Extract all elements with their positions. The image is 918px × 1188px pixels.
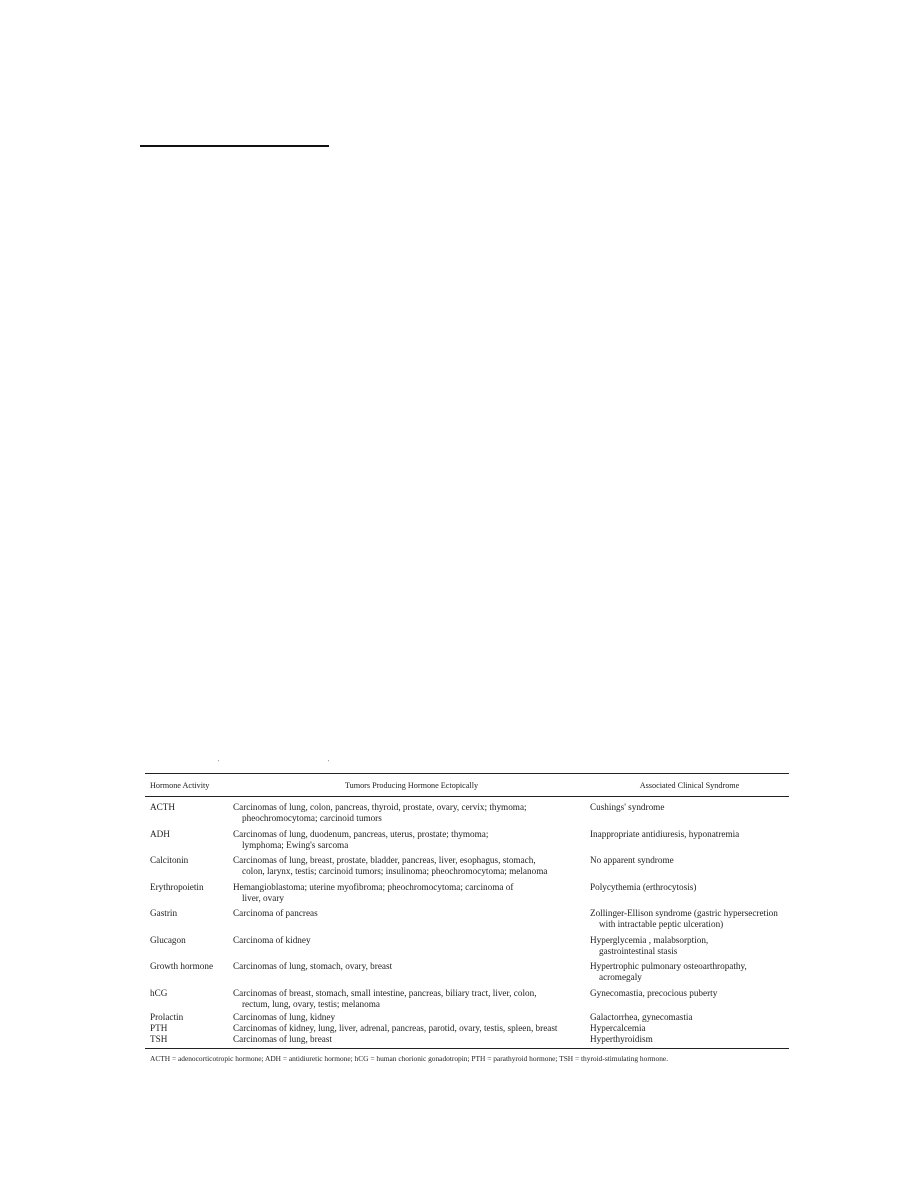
tumors-line: Carcinoma of pancreas (233, 908, 318, 918)
syndrome-line: Hypercalcemia (590, 1022, 646, 1033)
cell-syndrome (590, 1023, 789, 1034)
cell-tumors (233, 906, 590, 933)
cell-hormone: Erythropoietin (150, 881, 204, 892)
cell-syndrome (590, 826, 789, 853)
tumors-line: rectum, lung, ovary, testis; melanoma (242, 998, 380, 1009)
cell-hormone: PTH (150, 1022, 168, 1033)
cell-hormone: hCG (150, 987, 168, 998)
cell-hormone: Gastrin (150, 908, 178, 918)
cell-hormone: Growth hormone (150, 961, 214, 971)
syndrome-line: Hypertrophic pulmonary osteoarthropathy, (590, 961, 747, 971)
table-row (145, 959, 789, 986)
table-row (145, 1034, 789, 1049)
cell-syndrome (590, 879, 789, 906)
ectopic-hormone-table-container (145, 773, 789, 1063)
cell-syndrome (590, 932, 789, 959)
cell-syndrome (590, 797, 789, 827)
cell-syndrome (590, 1034, 789, 1049)
table-row (145, 797, 789, 827)
heading-underline (140, 145, 329, 147)
tumors-line: lymphoma; Ewing's sarcoma (242, 839, 349, 850)
table-body (145, 797, 789, 1049)
header-tumors: Tumors Producing Hormone Ectopically (233, 774, 590, 797)
syndrome-line: Polycythemia (erthrocytosis) (590, 881, 697, 892)
tumors-line: Carcinomas of lung, colon, pancreas, thyroid, prostate, ovary, cervix; thymoma; (233, 802, 527, 812)
syndrome-line: Cushings' syndrome (590, 802, 665, 812)
cell-hormone: ACTH (150, 802, 176, 812)
tumors-line: pheochromocytoma; carcinoid tumors (242, 813, 382, 823)
cell-syndrome (590, 985, 789, 1012)
tumors-line: liver, ovary (242, 892, 284, 903)
tumors-line: Carcinomas of lung, breast (233, 1033, 332, 1044)
cell-syndrome (590, 906, 789, 933)
syndrome-line: gastrointestinal stasis (599, 945, 678, 956)
tumors-line: Carcinomas of breast, stomach, small intestine, pancreas, biliary tract, liver, colon, (233, 987, 537, 998)
cell-hormone: ADH (150, 828, 170, 839)
cell-tumors (233, 1023, 590, 1034)
table-row (145, 826, 789, 853)
syndrome-line: Inappropriate antidiuresis, hyponatremia (590, 828, 740, 839)
tumors-line: Carcinoma of kidney (233, 934, 311, 945)
syndrome-line: Zollinger-Ellison syndrome (gastric hypersecretion (590, 908, 778, 918)
table-row (145, 906, 789, 933)
cell-hormone: TSH (145, 1034, 233, 1049)
syndrome-line: No apparent syndrome (590, 855, 674, 865)
tumors-line: Carcinomas of kidney, lung, liver, adrenal, pancreas, parotid, ovary, testis, spleen, breast (233, 1022, 558, 1033)
cell-hormone: Prolactin (150, 1011, 184, 1022)
header-hormone-activity: Hormone Activity (145, 774, 233, 797)
syndrome-line: Galactorrhea, gynecomastia (590, 1011, 693, 1022)
cell-syndrome (590, 959, 789, 986)
cell-hormone: Calcitonin (150, 855, 189, 865)
header-syndrome: Associated Clinical Syndrome (590, 774, 789, 797)
cell-tumors (233, 985, 590, 1012)
ectopic-hormone-table (145, 773, 789, 1049)
cell-tumors (233, 826, 590, 853)
tumors-line: colon, larynx, testis; carcinoid tumors; insulinoma; pheochromocytoma; melanoma (242, 866, 548, 876)
syndrome-line: with intractable peptic ulceration) (599, 919, 724, 929)
syndrome-line: Hyperthyroidism (590, 1033, 653, 1044)
table-row (145, 853, 789, 880)
table-row (145, 985, 789, 1012)
cell-tumors (233, 1034, 590, 1049)
tumors-line: Carcinomas of lung, stomach, ovary, breast (233, 961, 393, 971)
cell-hormone: Glucagon (150, 934, 186, 945)
table-header-row (145, 774, 789, 797)
syndrome-line: Gynecomastia, precocious puberty (590, 987, 718, 998)
tumors-line: Carcinomas of lung, duodenum, pancreas, uterus, prostate; thymoma; (233, 828, 489, 839)
table-row (145, 1023, 789, 1034)
table-row (145, 879, 789, 906)
cell-tumors (233, 1012, 590, 1023)
cell-tumors (233, 797, 590, 827)
table-row (145, 932, 789, 959)
table-row (145, 1012, 789, 1023)
cell-tumors (233, 853, 590, 880)
tumors-line: Carcinomas of lung, kidney (233, 1011, 336, 1022)
cell-tumors (233, 879, 590, 906)
cell-syndrome (590, 853, 789, 880)
cell-tumors (233, 932, 590, 959)
syndrome-line: Hyperglycemia , malabsorption, (590, 934, 709, 945)
cell-syndrome (590, 1012, 789, 1023)
syndrome-line: acromegaly (599, 972, 642, 982)
tumors-line: Carcinomas of lung, breast, prostate, bladder, pancreas, liver, esophagus, stomach, (233, 855, 536, 865)
tumors-line: Hemangioblastoma; uterine myofibroma; pheochromocytoma; carcinoma of (233, 881, 514, 892)
table-footnote: ACTH = adenocorticotropic hormone; ADH = antidiuretic hormone; hCG = human chorionic gonadotropin; PTH = parathyroid hormone; TSH = thyroid-stimulating hormone. (150, 1053, 669, 1063)
cell-tumors (233, 959, 590, 986)
